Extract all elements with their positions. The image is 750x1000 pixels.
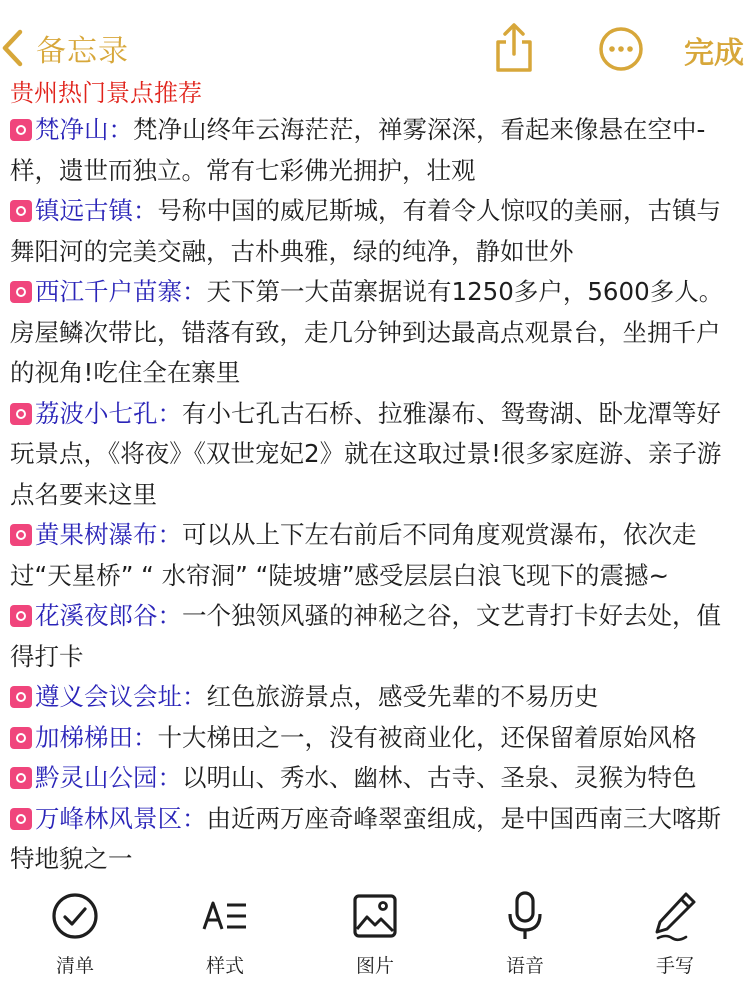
note-entry xyxy=(10,799,740,880)
entry-place-name: 黄果树瀑布 xyxy=(35,520,158,549)
image-button[interactable] xyxy=(315,885,435,985)
text-style-label: 样式 xyxy=(205,955,244,977)
bullet-marker-icon xyxy=(10,808,32,830)
note-entry xyxy=(10,515,740,596)
note-title: 贵州热门景点推荐 xyxy=(10,79,202,107)
note-entry xyxy=(10,718,740,759)
bullet-marker-icon xyxy=(10,686,32,708)
more-button[interactable] xyxy=(598,26,644,72)
image-label: 图片 xyxy=(355,955,394,977)
voice-label: 语音 xyxy=(505,955,544,977)
entry-separator: ： xyxy=(182,277,207,306)
bullet-marker-icon xyxy=(10,727,32,749)
entry-description: 十大梯田之一，没有被商业化，还保留着原始风格 xyxy=(157,722,697,752)
entry-separator: ： xyxy=(133,196,158,225)
entry-separator: ： xyxy=(182,682,207,711)
entry-place-name: 镇远古镇 xyxy=(35,196,133,225)
checklist-label: 清单 xyxy=(55,955,94,977)
bullet-marker-icon xyxy=(10,200,32,222)
entry-separator: ： xyxy=(108,115,133,144)
bullet-marker-icon xyxy=(10,119,32,141)
entry-description: 一个独领风骚的神秘之谷，文艺青打卡好去处，值得打卡 xyxy=(10,601,721,671)
note-entry xyxy=(10,677,740,718)
entry-place-name: 万峰林风景区 xyxy=(35,803,182,833)
entry-place-name: 黔灵山公园 xyxy=(35,763,158,792)
voice-button[interactable] xyxy=(465,885,585,985)
handwriting-label: 手写 xyxy=(655,955,694,977)
navigation-bar xyxy=(0,0,750,78)
entry-place-name: 西江千户苗寨 xyxy=(35,277,182,306)
note-entry xyxy=(10,394,740,516)
back-label: 备忘录 xyxy=(36,34,129,69)
image-icon xyxy=(350,885,400,947)
bullet-marker-icon xyxy=(10,281,32,303)
chevron-left-icon xyxy=(0,28,26,68)
entry-separator: ： xyxy=(157,601,182,630)
text-style-icon xyxy=(200,885,250,947)
entry-description: 有小七孔古石桥、拉雅瀑布、鸳鸯湖、卧龙潭等好玩景点，《将夜》《双世宠妃2》就在这取过景!很多家庭游、亲子游点名要来这里 xyxy=(10,398,722,509)
entry-description: 梵净山终年云海茫茫，禅雾深深，看起来像悬在空中-样，遗世而独立。常有七彩佛光拥护，壮观 xyxy=(10,115,706,185)
back-button[interactable] xyxy=(0,26,129,70)
entry-list xyxy=(10,110,740,880)
pen-icon xyxy=(650,885,700,947)
entry-separator: ： xyxy=(157,763,182,792)
bullet-marker-icon xyxy=(10,524,32,546)
checklist-icon xyxy=(50,885,100,947)
entry-description: 天下第一大苗寨据说有1250多户，5600多人。房屋鳞次带比，错落有致，走几分钟到达最高点观景台，坐拥千户的视角!吃住全在寨里 xyxy=(10,277,724,387)
entry-place-name: 加梯梯田 xyxy=(35,722,133,752)
done-button[interactable]: 完成 xyxy=(684,36,744,71)
bottom-toolbar xyxy=(0,885,750,1000)
entry-description: 以明山、秀水、幽林、古寺、圣泉、灵猴为特色 xyxy=(182,763,697,792)
note-entry xyxy=(10,272,740,394)
entry-description: 号称中国的威尼斯城，有着令人惊叹的美丽，古镇与舞阳河的完美交融，古朴典雅，绿的纯净，静如世外 xyxy=(10,196,721,266)
note-entry xyxy=(10,596,740,677)
entry-place-name: 荔波小七孔 xyxy=(35,398,158,428)
entry-description: 由近两万座奇峰翠蛮组成，是中国西南三大喀斯特地貌之一 xyxy=(10,803,721,873)
entry-place-name: 梵净山 xyxy=(35,115,109,144)
bullet-marker-icon xyxy=(10,605,32,627)
entry-place-name: 花溪夜郎谷 xyxy=(35,601,158,630)
note-entry xyxy=(10,110,740,191)
microphone-icon xyxy=(500,885,550,947)
entry-separator: ： xyxy=(157,520,182,549)
bullet-marker-icon xyxy=(10,767,32,789)
note-entry xyxy=(10,191,740,272)
text-style-button[interactable] xyxy=(165,885,285,985)
share-button[interactable] xyxy=(492,22,536,74)
note-entry xyxy=(10,758,740,799)
checklist-button[interactable] xyxy=(15,885,135,985)
handwriting-button[interactable] xyxy=(615,885,735,985)
entry-description: 红色旅游景点，感受先辈的不易历史 xyxy=(206,682,599,711)
more-icon xyxy=(598,57,644,76)
entry-separator: ： xyxy=(133,722,158,752)
bullet-marker-icon xyxy=(10,403,32,425)
note-body[interactable] xyxy=(10,76,740,880)
entry-description: 可以从上下左右前后不同角度观赏瀑布，依次走过“天星桥” “ 水帘洞” “陡坡塘”感受层层白浪飞现下的震撼~ xyxy=(10,520,697,590)
entry-place-name: 遵义会议会址 xyxy=(35,682,182,711)
entry-separator: ： xyxy=(157,398,182,428)
entry-separator: ： xyxy=(182,803,207,833)
